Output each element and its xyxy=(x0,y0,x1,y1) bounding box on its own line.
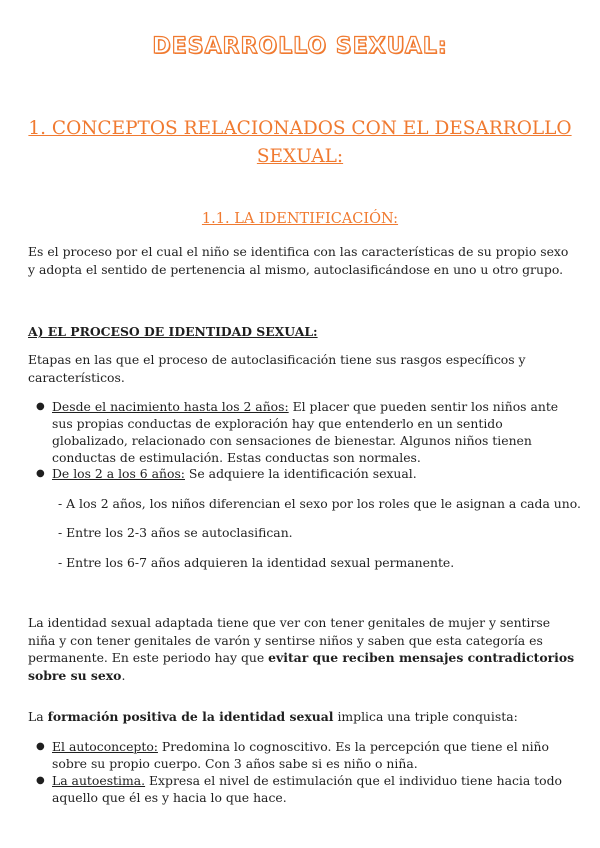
list-item-label: La autoestima. xyxy=(52,773,146,788)
list-item-text: Expresa el nivel de estimulación que el individuo tiene hacia todo aquello que él es y hacia lo que hace. xyxy=(52,773,563,805)
list-item-autoconcepto xyxy=(52,738,578,772)
dash-item-6-7-years: - Entre los 6-7 años adquieren la identidad sexual permanente. xyxy=(58,555,455,570)
bullet-dot-icon: ● xyxy=(36,401,45,412)
list-item-text: El placer que pueden sentir los niños ante sus propias conductas de exploración hay que entenderlo en un sentido globalizado, relacionado con sensaciones de bienestar. Algunos niños tienen conductas de estimulación. Estas conductas son normales. xyxy=(52,399,559,465)
list-item-birth-to-2 xyxy=(52,398,578,466)
paragraph-text-end: implica una triple conquista: xyxy=(333,709,518,724)
bullet-dot-icon: ● xyxy=(36,775,45,786)
list-item-label: De los 2 a los 6 años: xyxy=(52,466,185,481)
identification-intro: Es el proceso por el cual el niño se identifica con las características de su propio sexo y adopta el sentido de pertenencia al mismo, autoclasificándose en uno u otro grupo. xyxy=(28,244,569,277)
list-item-autoestima xyxy=(52,772,578,806)
paragraph-emphasis: formación positiva de la identidad sexual xyxy=(47,709,334,724)
subsection-heading: 1.1. LA IDENTIFICACIÓN: xyxy=(201,211,399,227)
dash-item-2-3-years: - Entre los 2-3 años se autoclasifican. xyxy=(58,525,293,540)
section-heading: 1. CONCEPTOS RELACIONADOS CON EL DESARROLLO SEXUAL: xyxy=(28,118,572,167)
list-item-text: Se adquiere la identificación sexual. xyxy=(184,466,417,481)
paragraph-end: . xyxy=(121,667,126,683)
dash-item-2-years: - A los 2 años, los niños diferencian el sexo por los roles que le asignan a cada uno. xyxy=(58,496,581,511)
paragraph-emphasis: evitar que reciben mensajes contradictorios sobre su sexo xyxy=(28,650,575,683)
paragraph-text: La identidad sexual adaptada tiene que ver con tener genitales de mujer y sentirse niña y con tener genitales de varón y sentirse niños y saben que esta categoría es permanente. En este periodo hay que xyxy=(28,615,551,665)
bullet-dot-icon: ● xyxy=(36,741,45,752)
part-a-heading: A) EL PROCESO DE IDENTIDAD SEXUAL: xyxy=(28,324,318,339)
list-item-text: Predomina lo cognoscitivo. Es la percepción que tiene el niño sobre su propio cuerpo. Con 3 años sabe si es niño o niña. xyxy=(52,739,549,771)
adapted-identity-paragraph xyxy=(28,614,576,684)
page-title: DESARROLLO SEXUAL: xyxy=(152,34,448,59)
positive-formation-paragraph xyxy=(28,708,576,726)
list-item-label: Desde el nacimiento hasta los 2 años: xyxy=(52,399,289,414)
list-item-label: El autoconcepto: xyxy=(52,739,158,754)
part-a-intro: Etapas en las que el proceso de autoclasificación tiene sus rasgos específicos y característicos. xyxy=(28,352,526,385)
bullet-dot-icon: ● xyxy=(36,468,45,479)
paragraph-text: La xyxy=(28,709,48,724)
list-item-2-to-6 xyxy=(52,465,578,482)
